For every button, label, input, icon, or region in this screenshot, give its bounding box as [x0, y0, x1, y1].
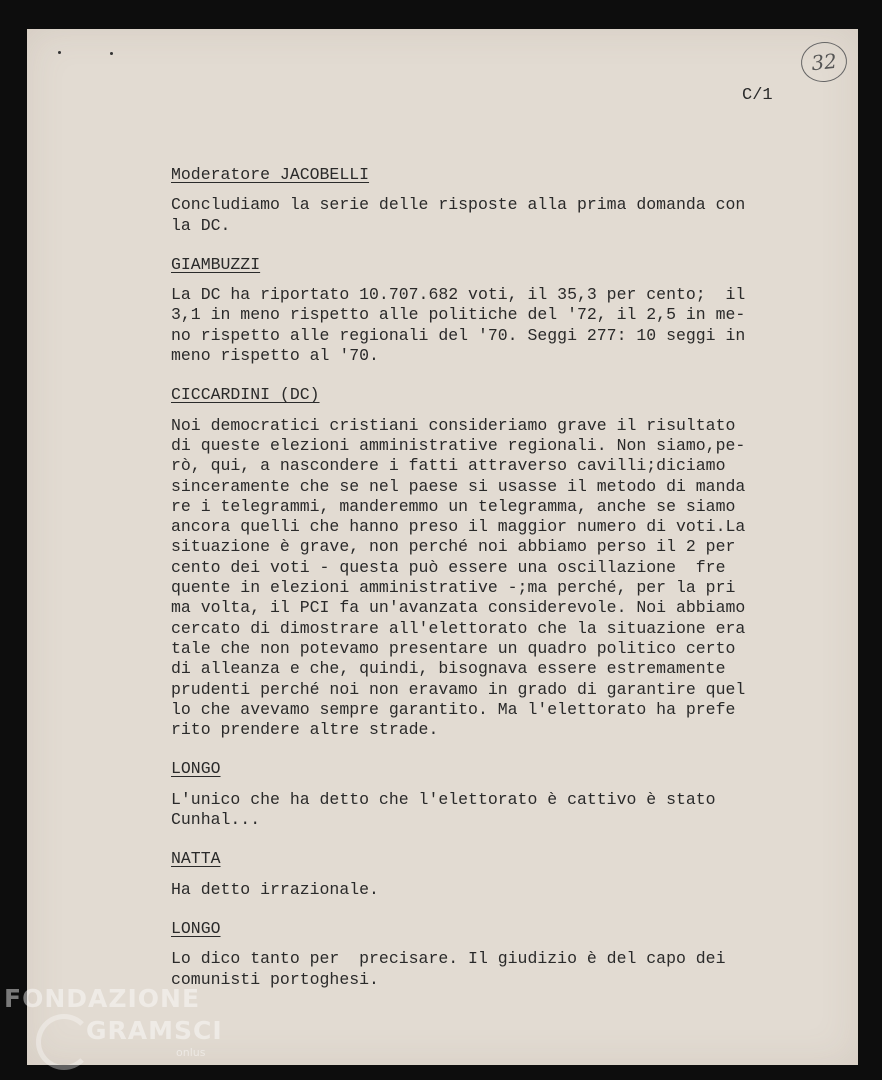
- speech-line: cento dei voti - questa può essere una oscillazione fre: [171, 557, 726, 577]
- speech-line: La DC ha riportato 10.707.682 voti, il 35,3 per cento; il: [171, 285, 746, 305]
- watermark-line-3: onlus: [176, 1046, 206, 1059]
- speech-line: Lo dico tanto per precisare. Il giudizio è del capo dei: [171, 949, 726, 969]
- speech-line: rò, qui, a nascondere i fatti attraverso cavilli;diciamo: [171, 456, 726, 476]
- document-page: [27, 29, 858, 1065]
- speech-line: L'unico che ha detto che l'elettorato è cattivo è stato: [171, 789, 716, 809]
- speech-line: ma volta, il PCI fa un'avanzata considerevole. Noi abbiamo: [171, 598, 746, 618]
- speech-line: cercato di dimostrare all'elettorato che la situazione era: [171, 618, 746, 638]
- speech-line: ancora quelli che hanno preso il maggior numero di voti.La: [171, 517, 746, 537]
- speaker-name: LONGO: [171, 918, 221, 938]
- section-moderator: [171, 165, 791, 236]
- speaker-name: GIAMBUZZI: [171, 254, 261, 274]
- speech-line: Noi democratici cristiani consideriamo grave il risultato: [171, 415, 736, 435]
- archive-watermark: [4, 984, 224, 1076]
- speech-line: quente in elezioni amministrative -;ma perché, per la pri: [171, 578, 736, 598]
- section-giambuzzi: [171, 255, 791, 366]
- speech-line: no rispetto alle regionali del '70. Seggi 277: 10 seggi in: [171, 325, 746, 345]
- handwritten-page-number: 32: [799, 40, 849, 85]
- speech-line: situazione è grave, non perché noi abbiamo perso il 2 per: [171, 537, 736, 557]
- section-longo: [171, 759, 791, 830]
- speech-line: 3,1 in meno rispetto alle politiche del '72, il 2,5 in me-: [171, 305, 746, 325]
- speech-line: Concludiamo la serie delle risposte alla prima domanda con: [171, 195, 746, 215]
- speaker-name: CICCARDINI (DC): [171, 385, 320, 405]
- speech-line: di alleanza e che, quindi, bisognava essere estremamente: [171, 659, 726, 679]
- speech-line: re i telegrammi, manderemmo un telegramma, anche se siamo: [171, 496, 736, 516]
- speaker-name: LONGO: [171, 759, 221, 779]
- speaker-name: NATTA: [171, 849, 221, 869]
- stray-mark: [58, 51, 61, 54]
- section-natta: [171, 849, 791, 900]
- speech-line: Ha detto irrazionale.: [171, 879, 379, 899]
- speech-line: comunisti portoghesi.: [171, 969, 379, 989]
- watermark-logo-icon: [36, 1014, 92, 1070]
- speech-line: la DC.: [171, 215, 231, 235]
- transcript-body: [171, 165, 791, 990]
- speech-line: meno rispetto al '70.: [171, 346, 379, 366]
- speech-line: di queste elezioni amministrative regionali. Non siamo,pe-: [171, 435, 746, 455]
- document-code: C/1: [742, 86, 773, 105]
- section-longo-2: [171, 919, 791, 990]
- speech-line: prudenti perché noi non eravamo in grado di garantire quel: [171, 679, 746, 699]
- watermark-line-1: FONDAZIONE: [4, 984, 201, 1013]
- speech-line: lo che avevamo sempre garantito. Ma l'elettorato ha prefe: [171, 699, 736, 719]
- speech-line: sinceramente che se nel paese si usasse il metodo di manda: [171, 476, 746, 496]
- stray-mark: [110, 52, 113, 55]
- watermark-line-2: GRAMSCI: [86, 1016, 223, 1045]
- section-ciccardini: [171, 385, 791, 740]
- speaker-name: Moderatore JACOBELLI: [171, 165, 370, 184]
- speech-line: rito prendere altre strade.: [171, 720, 439, 740]
- speech-line: Cunhal...: [171, 810, 261, 830]
- speech-line: tale che non potevamo presentare un quadro politico certo: [171, 638, 736, 658]
